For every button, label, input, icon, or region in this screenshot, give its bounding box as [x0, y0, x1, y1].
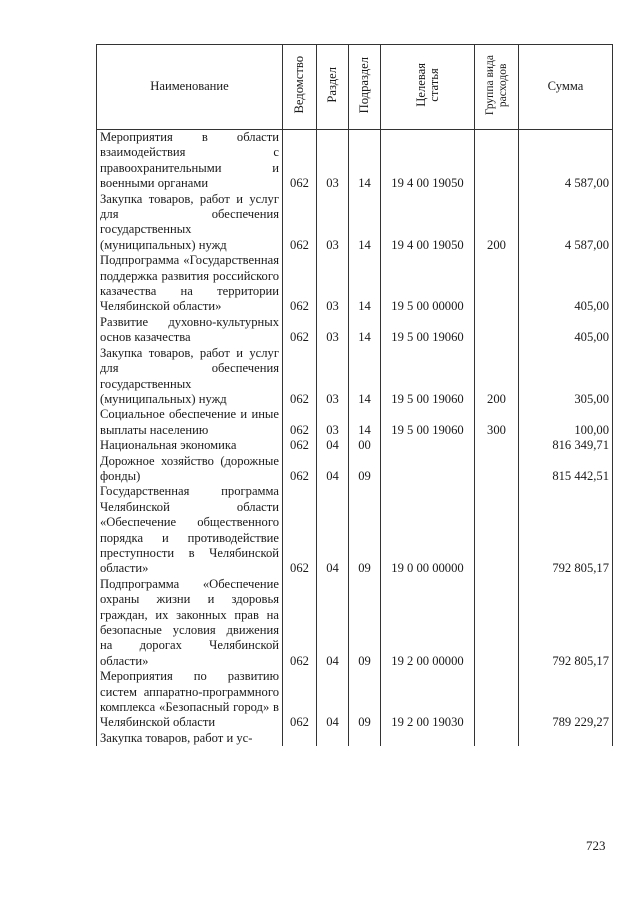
- row-expense-group: [475, 669, 519, 731]
- page-number: 723: [586, 838, 606, 853]
- row-section: 04: [317, 438, 349, 453]
- row-amount: 405,00: [519, 253, 613, 315]
- row-target-article: 19 5 00 19060: [381, 315, 475, 346]
- row-name: Государственная программа Челябинской области «Обеспечение общественного порядка и противодействие преступности в Челябинской области»: [97, 484, 283, 576]
- row-subsection: 14: [349, 253, 381, 315]
- row-department: 062: [283, 346, 317, 408]
- row-section: 04: [317, 669, 349, 731]
- table-row: [97, 669, 613, 731]
- row-target-article: 19 5 00 19060: [381, 346, 475, 408]
- row-subsection: 09: [349, 484, 381, 576]
- header-subsection: Подраздел: [349, 45, 381, 130]
- row-amount: 792 805,17: [519, 577, 613, 669]
- row-expense-group: [475, 315, 519, 346]
- row-name: Подпрограмма «Государственная поддержка развития российского казачества на территории Челябинской области»: [97, 253, 283, 315]
- table-row: [97, 484, 613, 576]
- row-section: 03: [317, 130, 349, 192]
- row-target-article: 19 4 00 19050: [381, 192, 475, 254]
- row-department: [283, 731, 317, 746]
- header-department: Ведомство: [283, 45, 317, 130]
- header-section: Раздел: [317, 45, 349, 130]
- row-department: 062: [283, 454, 317, 485]
- table-row: [97, 731, 613, 746]
- table-row: [97, 438, 613, 453]
- row-target-article: [381, 731, 475, 746]
- row-section: 04: [317, 484, 349, 576]
- row-subsection: 09: [349, 669, 381, 731]
- table-row: [97, 253, 613, 315]
- row-name: Мероприятия в области взаимодействия с правоохранительными и военными органами: [97, 130, 283, 192]
- row-expense-group: [475, 253, 519, 315]
- row-name: Мероприятия по развитию систем аппаратно-программного комплекса «Безопасный город» в Челябинской области: [97, 669, 283, 731]
- header-expense-group: Группа вида расходов: [475, 45, 519, 130]
- table-row: [97, 315, 613, 346]
- row-name: Развитие духовно-культурных основ казачества: [97, 315, 283, 346]
- row-name: Подпрограмма «Обеспечение охраны жизни и здоровья граждан, их законных прав на безопасные условия движения на дорогах Челябинской области»: [97, 577, 283, 669]
- row-target-article: 19 2 00 00000: [381, 577, 475, 669]
- row-department: 062: [283, 669, 317, 731]
- table-row: [97, 192, 613, 254]
- budget-table: [96, 44, 613, 746]
- row-target-article: 19 2 00 19030: [381, 669, 475, 731]
- row-department: 062: [283, 438, 317, 453]
- row-section: 03: [317, 192, 349, 254]
- row-subsection: 14: [349, 407, 381, 438]
- row-target-article: 19 4 00 19050: [381, 130, 475, 192]
- row-amount: [519, 731, 613, 746]
- row-expense-group: [475, 484, 519, 576]
- row-subsection: 14: [349, 130, 381, 192]
- row-target-article: [381, 454, 475, 485]
- table-header-row: [97, 45, 613, 130]
- row-amount: 815 442,51: [519, 454, 613, 485]
- row-amount: 405,00: [519, 315, 613, 346]
- row-section: 03: [317, 407, 349, 438]
- row-target-article: 19 5 00 00000: [381, 253, 475, 315]
- table-row: [97, 130, 613, 192]
- row-expense-group: [475, 130, 519, 192]
- row-subsection: 09: [349, 577, 381, 669]
- row-subsection: [349, 731, 381, 746]
- row-section: [317, 731, 349, 746]
- table-row: [97, 407, 613, 438]
- row-subsection: 14: [349, 346, 381, 408]
- row-name: Дорожное хозяйство (дорожные фонды): [97, 454, 283, 485]
- row-section: 03: [317, 253, 349, 315]
- row-name: Закупка товаров, работ и услуг для обеспечения государственных (муниципальных) нужд: [97, 192, 283, 254]
- row-target-article: 19 0 00 00000: [381, 484, 475, 576]
- row-department: 062: [283, 130, 317, 192]
- row-amount: 4 587,00: [519, 130, 613, 192]
- header-amount: Сумма: [519, 45, 613, 130]
- row-section: 04: [317, 454, 349, 485]
- row-expense-group: 200: [475, 192, 519, 254]
- row-expense-group: [475, 577, 519, 669]
- row-amount: 792 805,17: [519, 484, 613, 576]
- row-expense-group: [475, 454, 519, 485]
- row-amount: 816 349,71: [519, 438, 613, 453]
- row-name: Социальное обеспечение и иные выплаты населению: [97, 407, 283, 438]
- row-department: 062: [283, 315, 317, 346]
- table-row: [97, 346, 613, 408]
- row-target-article: 19 5 00 19060: [381, 407, 475, 438]
- row-amount: 789 229,27: [519, 669, 613, 731]
- row-subsection: 14: [349, 192, 381, 254]
- row-expense-group: 300: [475, 407, 519, 438]
- row-section: 03: [317, 346, 349, 408]
- table-row: [97, 454, 613, 485]
- row-amount: 100,00: [519, 407, 613, 438]
- table-row: [97, 577, 613, 669]
- header-target-article: Целевая статья: [381, 45, 475, 130]
- row-name: Закупка товаров, работ и ус-: [97, 731, 283, 746]
- row-name: Закупка товаров, работ и услуг для обеспечения государственных (муниципальных) нужд: [97, 346, 283, 408]
- row-department: 062: [283, 192, 317, 254]
- row-department: 062: [283, 407, 317, 438]
- row-target-article: [381, 438, 475, 453]
- row-section: 04: [317, 577, 349, 669]
- row-department: 062: [283, 577, 317, 669]
- row-name: Национальная экономика: [97, 438, 283, 453]
- row-expense-group: [475, 438, 519, 453]
- header-name: Наименование: [97, 45, 283, 130]
- row-subsection: 00: [349, 438, 381, 453]
- row-amount: 4 587,00: [519, 192, 613, 254]
- row-expense-group: 200: [475, 346, 519, 408]
- row-subsection: 14: [349, 315, 381, 346]
- row-department: 062: [283, 484, 317, 576]
- row-expense-group: [475, 731, 519, 746]
- row-subsection: 09: [349, 454, 381, 485]
- row-department: 062: [283, 253, 317, 315]
- row-section: 03: [317, 315, 349, 346]
- row-amount: 305,00: [519, 346, 613, 408]
